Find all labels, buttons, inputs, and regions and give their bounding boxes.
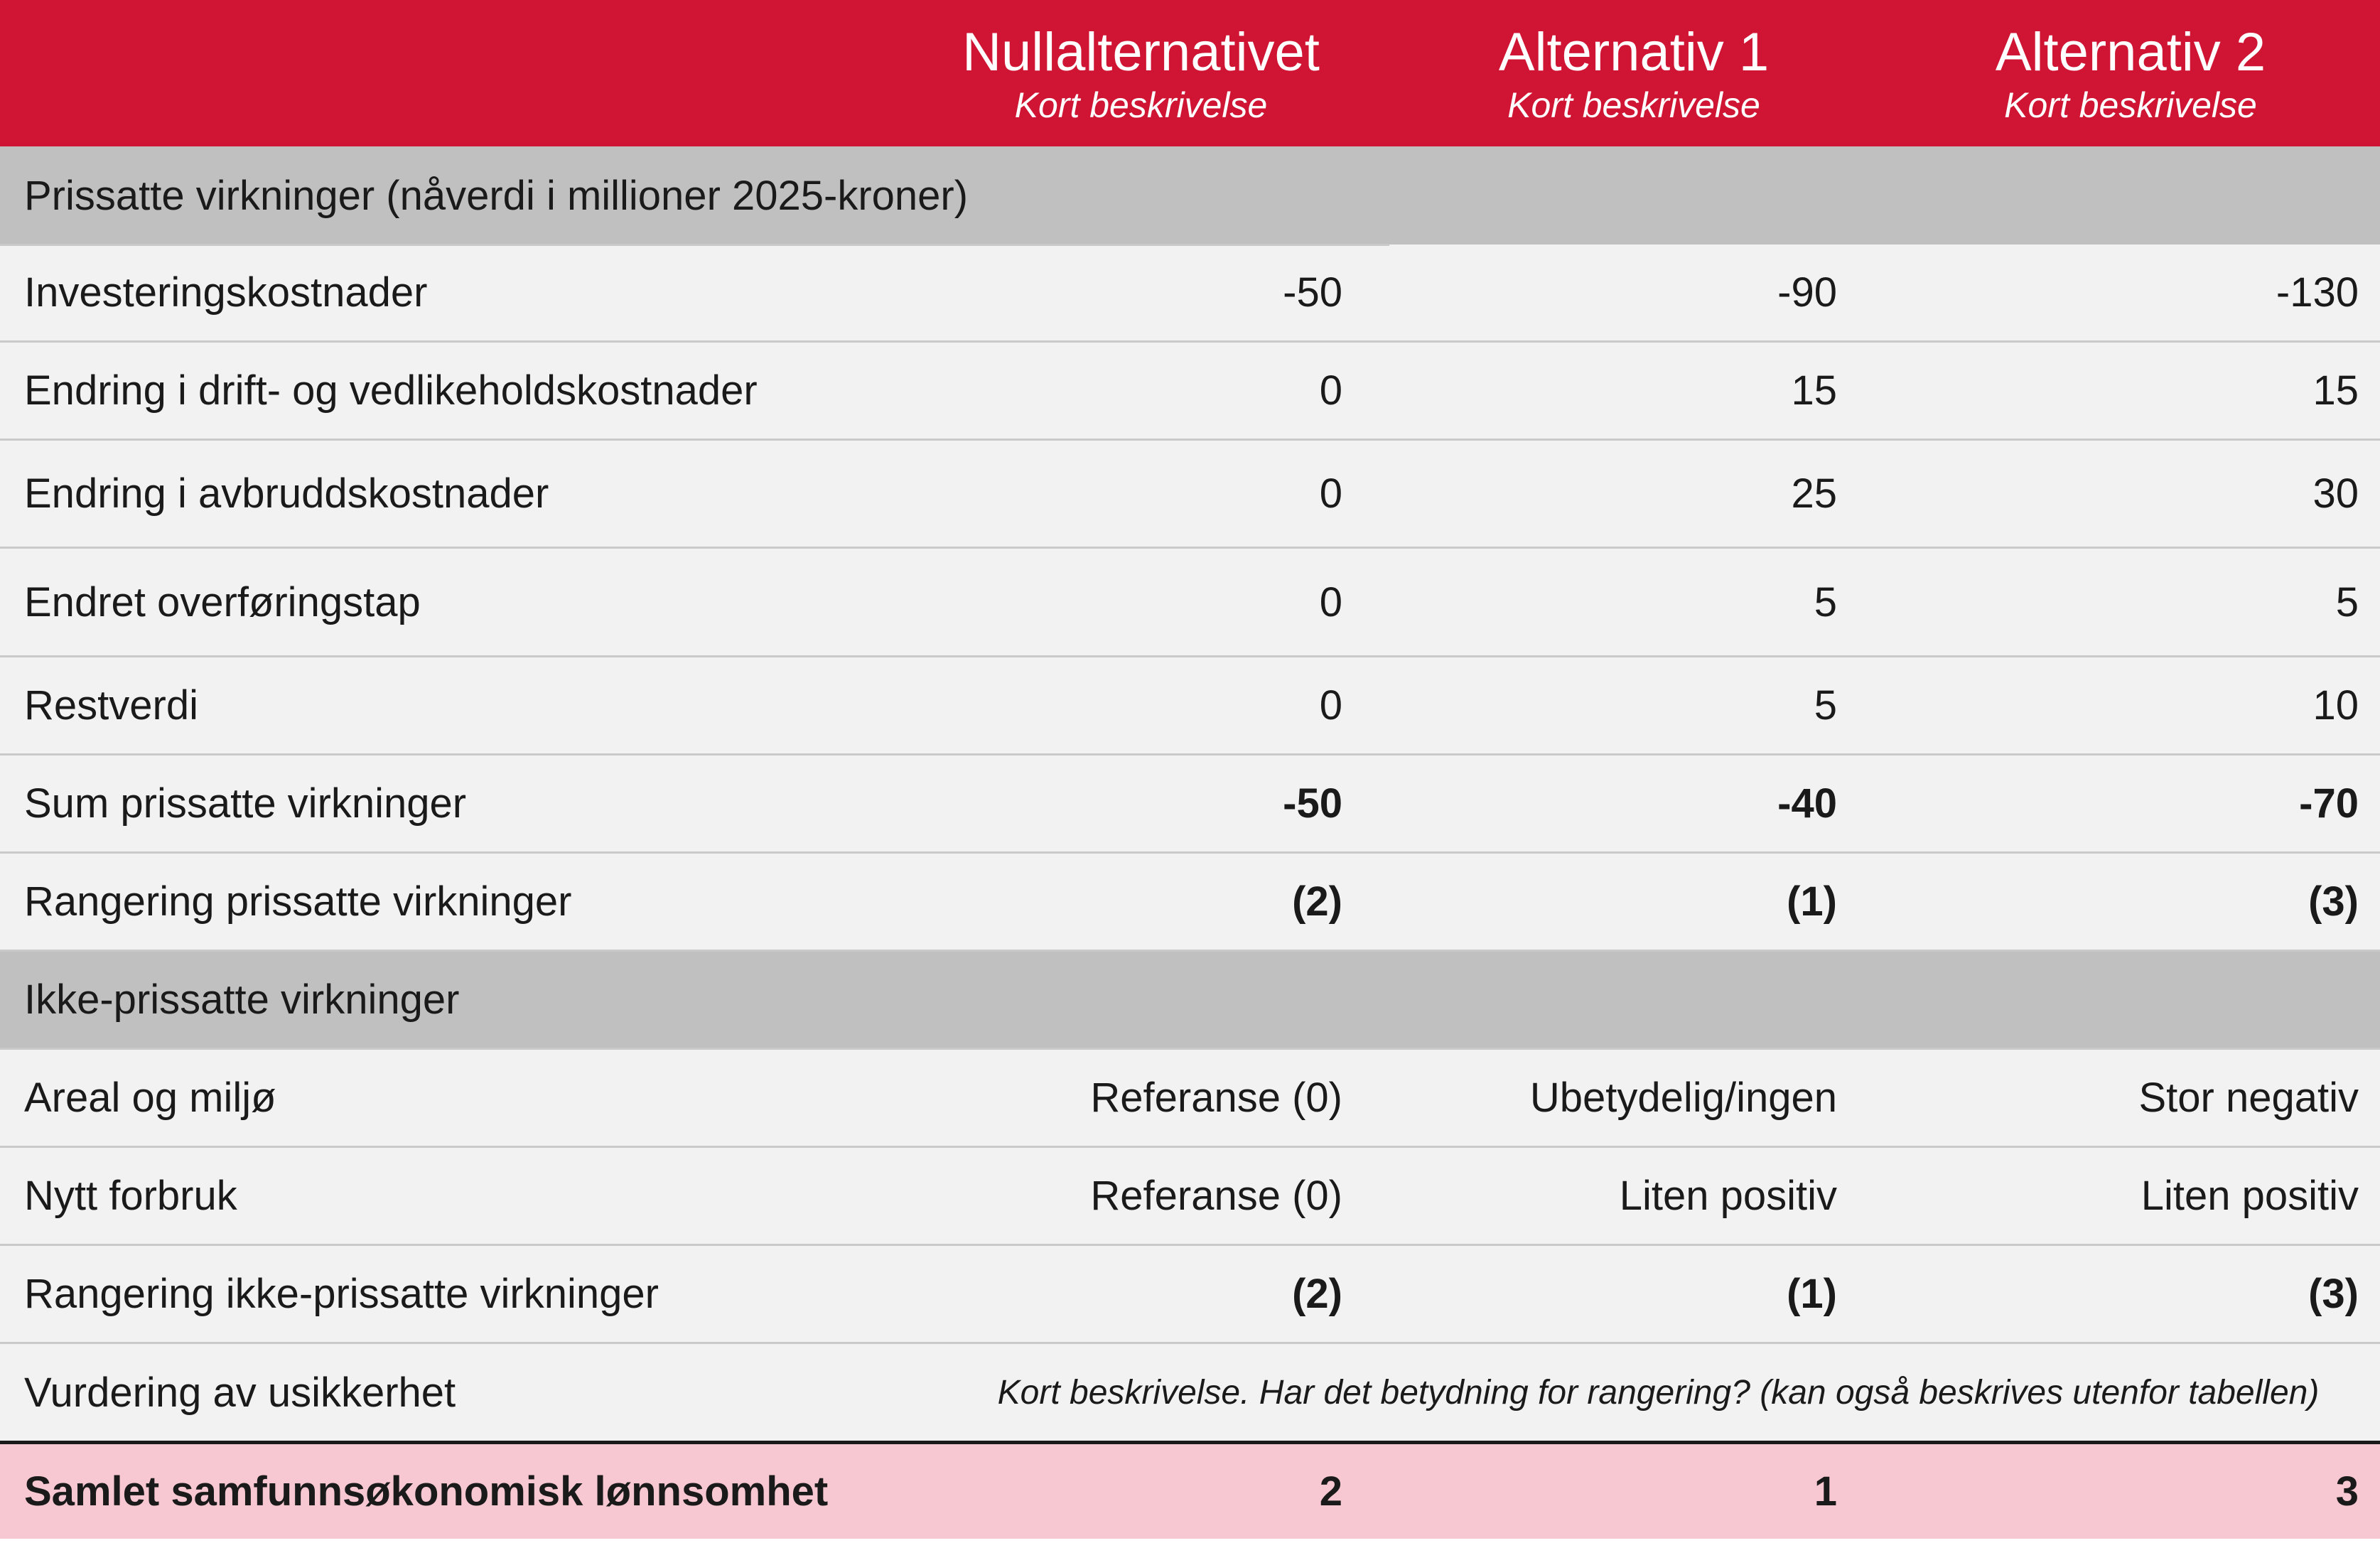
row-label: Sum prissatte virkninger	[24, 780, 467, 827]
cell-alt2: 3	[2335, 1468, 2359, 1515]
header-subtitle: Kort beskrivelse	[2004, 85, 2257, 125]
header-subtitle: Kort beskrivelse	[1014, 85, 1268, 125]
cell-alt2: 5	[2335, 579, 2359, 625]
cell-alt1: 15	[1791, 367, 1837, 414]
cell-alt1: (1)	[1787, 1271, 1837, 1317]
table-row	[0, 441, 2380, 549]
table-row	[0, 244, 2380, 343]
table-row-ranking	[0, 854, 2380, 952]
cell-alt1: (1)	[1787, 878, 1837, 925]
cell-null: Referanse (0)	[1090, 1075, 1342, 1121]
table-row-uncertainty	[0, 1344, 2380, 1441]
cell-alt2: (3)	[2308, 1271, 2359, 1317]
table-row	[0, 1050, 2380, 1148]
cell-null: Referanse (0)	[1090, 1173, 1342, 1219]
table-row	[0, 657, 2380, 756]
row-label: Endring i drift- og vedlikeholdskostnader	[24, 367, 758, 414]
row-label: Endret overføringstap	[24, 579, 421, 625]
cell-null: 0	[1319, 471, 1342, 517]
section-nonpriced-heading	[0, 952, 2380, 1050]
row-label: Rangering ikke-prissatte virkninger	[24, 1271, 659, 1317]
table-row	[0, 343, 2380, 441]
cell-alt1: 1	[1814, 1468, 1837, 1515]
cell-alt2: 10	[2312, 682, 2359, 729]
cell-alt1: Ubetydelig/ingen	[1529, 1075, 1837, 1121]
row-label: Areal og miljø	[24, 1075, 276, 1121]
table-row-total	[0, 1441, 2380, 1539]
cell-alt2: Liten positiv	[2141, 1173, 2359, 1219]
cell-alt1: -40	[1777, 780, 1837, 827]
cell-null: (2)	[1292, 1271, 1342, 1317]
cell-alt2: -130	[2276, 269, 2359, 316]
header-title: Nullalternativet	[962, 22, 1320, 82]
header-subtitle: Kort beskrivelse	[1507, 85, 1760, 125]
divider	[0, 244, 1389, 246]
cell-alt2: 30	[2312, 471, 2359, 517]
cell-alt1: 5	[1814, 682, 1837, 729]
table-row-sum	[0, 756, 2380, 854]
cell-alt2: -70	[2299, 780, 2359, 827]
cell-null: 2	[1319, 1468, 1342, 1515]
cell-alt1: Liten positiv	[1619, 1173, 1837, 1219]
uncertainty-note: Kort beskrivelse. Har det betydning for rangering? (kan også beskrives utenfor tabellen)	[997, 1373, 2320, 1412]
row-label: Endring i avbruddskostnader	[24, 471, 549, 517]
cell-null: (2)	[1292, 878, 1342, 925]
row-label: Investeringskostnader	[24, 269, 428, 316]
table-row	[0, 1148, 2380, 1246]
cell-null: 0	[1319, 367, 1342, 414]
row-label: Vurdering av usikkerhet	[24, 1369, 456, 1416]
row-label: Rangering prissatte virkninger	[24, 878, 572, 925]
header-col-null	[895, 0, 1386, 127]
header-title: Alternativ 2	[1995, 22, 2266, 82]
cell-alt2: 15	[2312, 367, 2359, 414]
table-header	[0, 0, 2380, 146]
cell-alt1: 5	[1814, 579, 1837, 625]
header-col-alt2	[1881, 0, 2380, 127]
header-col-alt1	[1386, 0, 1881, 127]
cell-alt2: Stor negativ	[2138, 1075, 2359, 1121]
section-heading-text: Ikke-prissatte virkninger	[24, 977, 460, 1023]
cell-alt2: (3)	[2308, 878, 2359, 925]
row-label: Samlet samfunnsøkonomisk lønnsomhet	[24, 1468, 829, 1515]
row-label: Nytt forbruk	[24, 1173, 237, 1219]
table-row-ranking	[0, 1246, 2380, 1344]
row-label: Restverdi	[24, 682, 198, 729]
section-priced-heading	[0, 146, 2380, 244]
cell-null: 0	[1319, 579, 1342, 625]
table-row	[0, 549, 2380, 657]
cell-null: -50	[1283, 780, 1342, 827]
header-title: Alternativ 1	[1498, 22, 1770, 82]
cell-alt1: 25	[1791, 471, 1837, 517]
cell-null: 0	[1319, 682, 1342, 729]
section-heading-text: Prissatte virkninger (nåverdi i millioner 2025-kroner)	[24, 172, 969, 219]
cell-alt1: -90	[1777, 269, 1837, 316]
cell-null: -50	[1283, 269, 1342, 316]
